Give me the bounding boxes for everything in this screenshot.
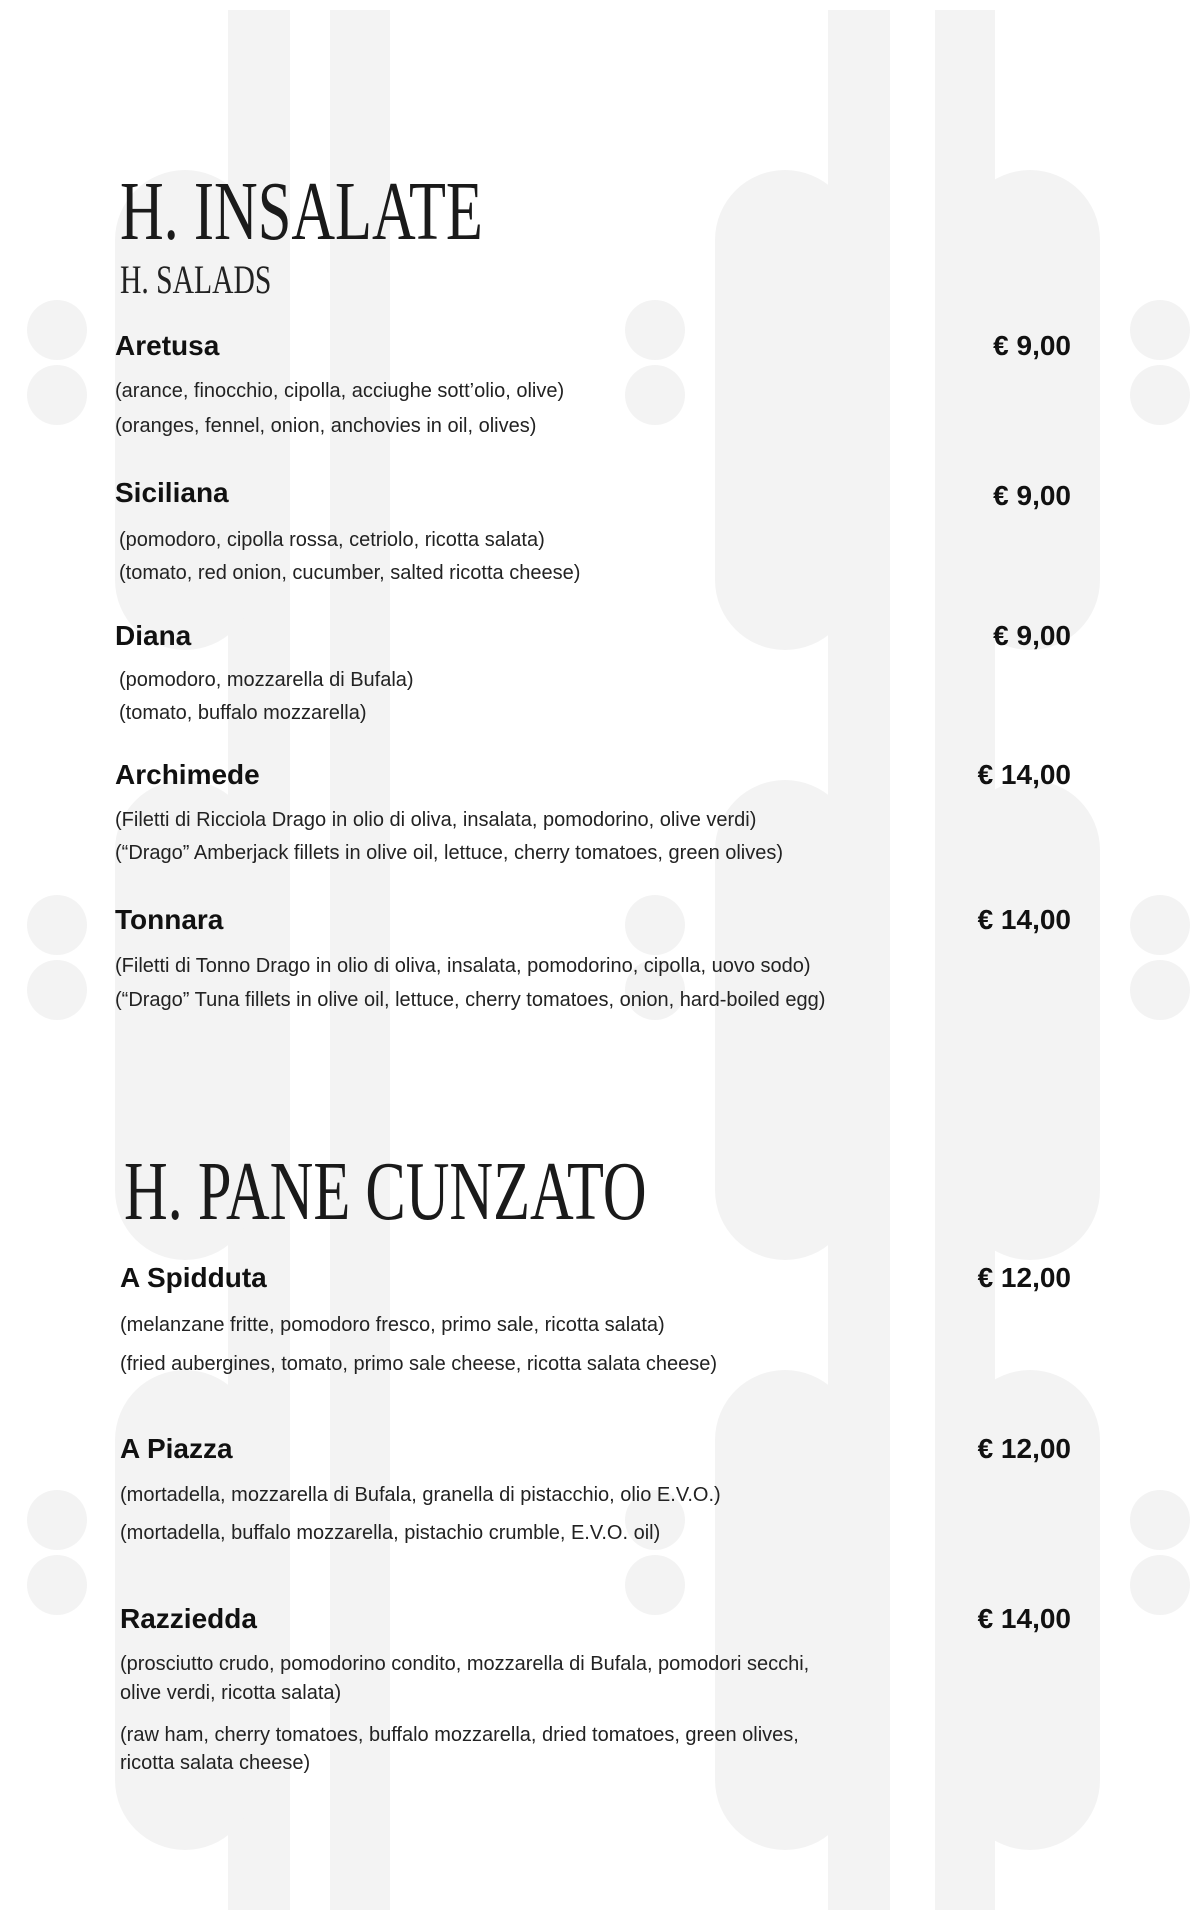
item-description-it: (Filetti di Tonno Drago in olio di oliva, insalata, pomodorino, cipolla, uovo sodo) xyxy=(115,955,811,977)
item-description-it: (prosciutto crudo, pomodorino condito, mozzarella di Bufala, pomodori secchi, xyxy=(120,1653,810,1675)
item-price: € 12,00 xyxy=(977,1262,1071,1293)
item-description-en-cont: ricotta salata cheese) xyxy=(120,1752,311,1774)
item-description-en: (raw ham, cherry tomatoes, buffalo mozzarella, dried tomatoes, green olives, xyxy=(120,1724,799,1746)
item-name: A Spidduta xyxy=(120,1262,267,1293)
item-price: € 9,00 xyxy=(993,330,1071,361)
item-price: € 9,00 xyxy=(993,620,1071,651)
item-description-it: (pomodoro, cipolla rossa, cetriolo, ricotta salata) xyxy=(119,529,545,551)
item-name: A Piazza xyxy=(120,1433,233,1464)
item-price: € 9,00 xyxy=(993,480,1071,511)
section-title-pane-cunzato: H. PANE CUNZATO xyxy=(124,1145,647,1238)
item-price: € 14,00 xyxy=(977,1603,1071,1634)
section-title-insalate: H. INSALATE xyxy=(120,165,483,258)
item-description-en: (fried aubergines, tomato, primo sale cheese, ricotta salata cheese) xyxy=(120,1353,717,1375)
item-description-en: (oranges, fennel, onion, anchovies in oil, olives) xyxy=(115,415,537,437)
item-description-it: (arance, finocchio, cipolla, acciughe sott’olio, olive) xyxy=(115,380,565,402)
item-price: € 12,00 xyxy=(977,1433,1071,1464)
item-name: Diana xyxy=(115,620,192,651)
item-name: Tonnara xyxy=(115,904,224,935)
item-description-en: (“Drago” Amberjack fillets in olive oil, lettuce, cherry tomatoes, green olives) xyxy=(115,842,784,864)
item-name: Siciliana xyxy=(115,477,229,508)
item-name: Archimede xyxy=(115,759,260,790)
item-price: € 14,00 xyxy=(977,904,1071,935)
item-description-it: (Filetti di Ricciola Drago in olio di oliva, insalata, pomodorino, olive verdi) xyxy=(115,809,757,831)
item-description-it: (melanzane fritte, pomodoro fresco, primo sale, ricotta salata) xyxy=(120,1314,665,1336)
item-name: Razziedda xyxy=(120,1603,257,1634)
item-description-it: (mortadella, mozzarella di Bufala, granella di pistacchio, olio E.V.O.) xyxy=(120,1484,721,1506)
item-description-en: (tomato, red onion, cucumber, salted ricotta cheese) xyxy=(119,562,581,584)
section-subtitle-salads: H. SALADS xyxy=(120,257,272,302)
item-description-en: (tomato, buffalo mozzarella) xyxy=(119,702,367,724)
item-name: Aretusa xyxy=(115,330,220,361)
item-description-it-cont: olive verdi, ricotta salata) xyxy=(120,1682,342,1704)
item-description-it: (pomodoro, mozzarella di Bufala) xyxy=(119,669,414,691)
item-description-en: (mortadella, buffalo mozzarella, pistachio crumble, E.V.O. oil) xyxy=(120,1522,661,1544)
item-price: € 14,00 xyxy=(977,759,1071,790)
item-description-en: (“Drago” Tuna fillets in olive oil, lettuce, cherry tomatoes, onion, hard-boiled egg) xyxy=(115,989,826,1011)
